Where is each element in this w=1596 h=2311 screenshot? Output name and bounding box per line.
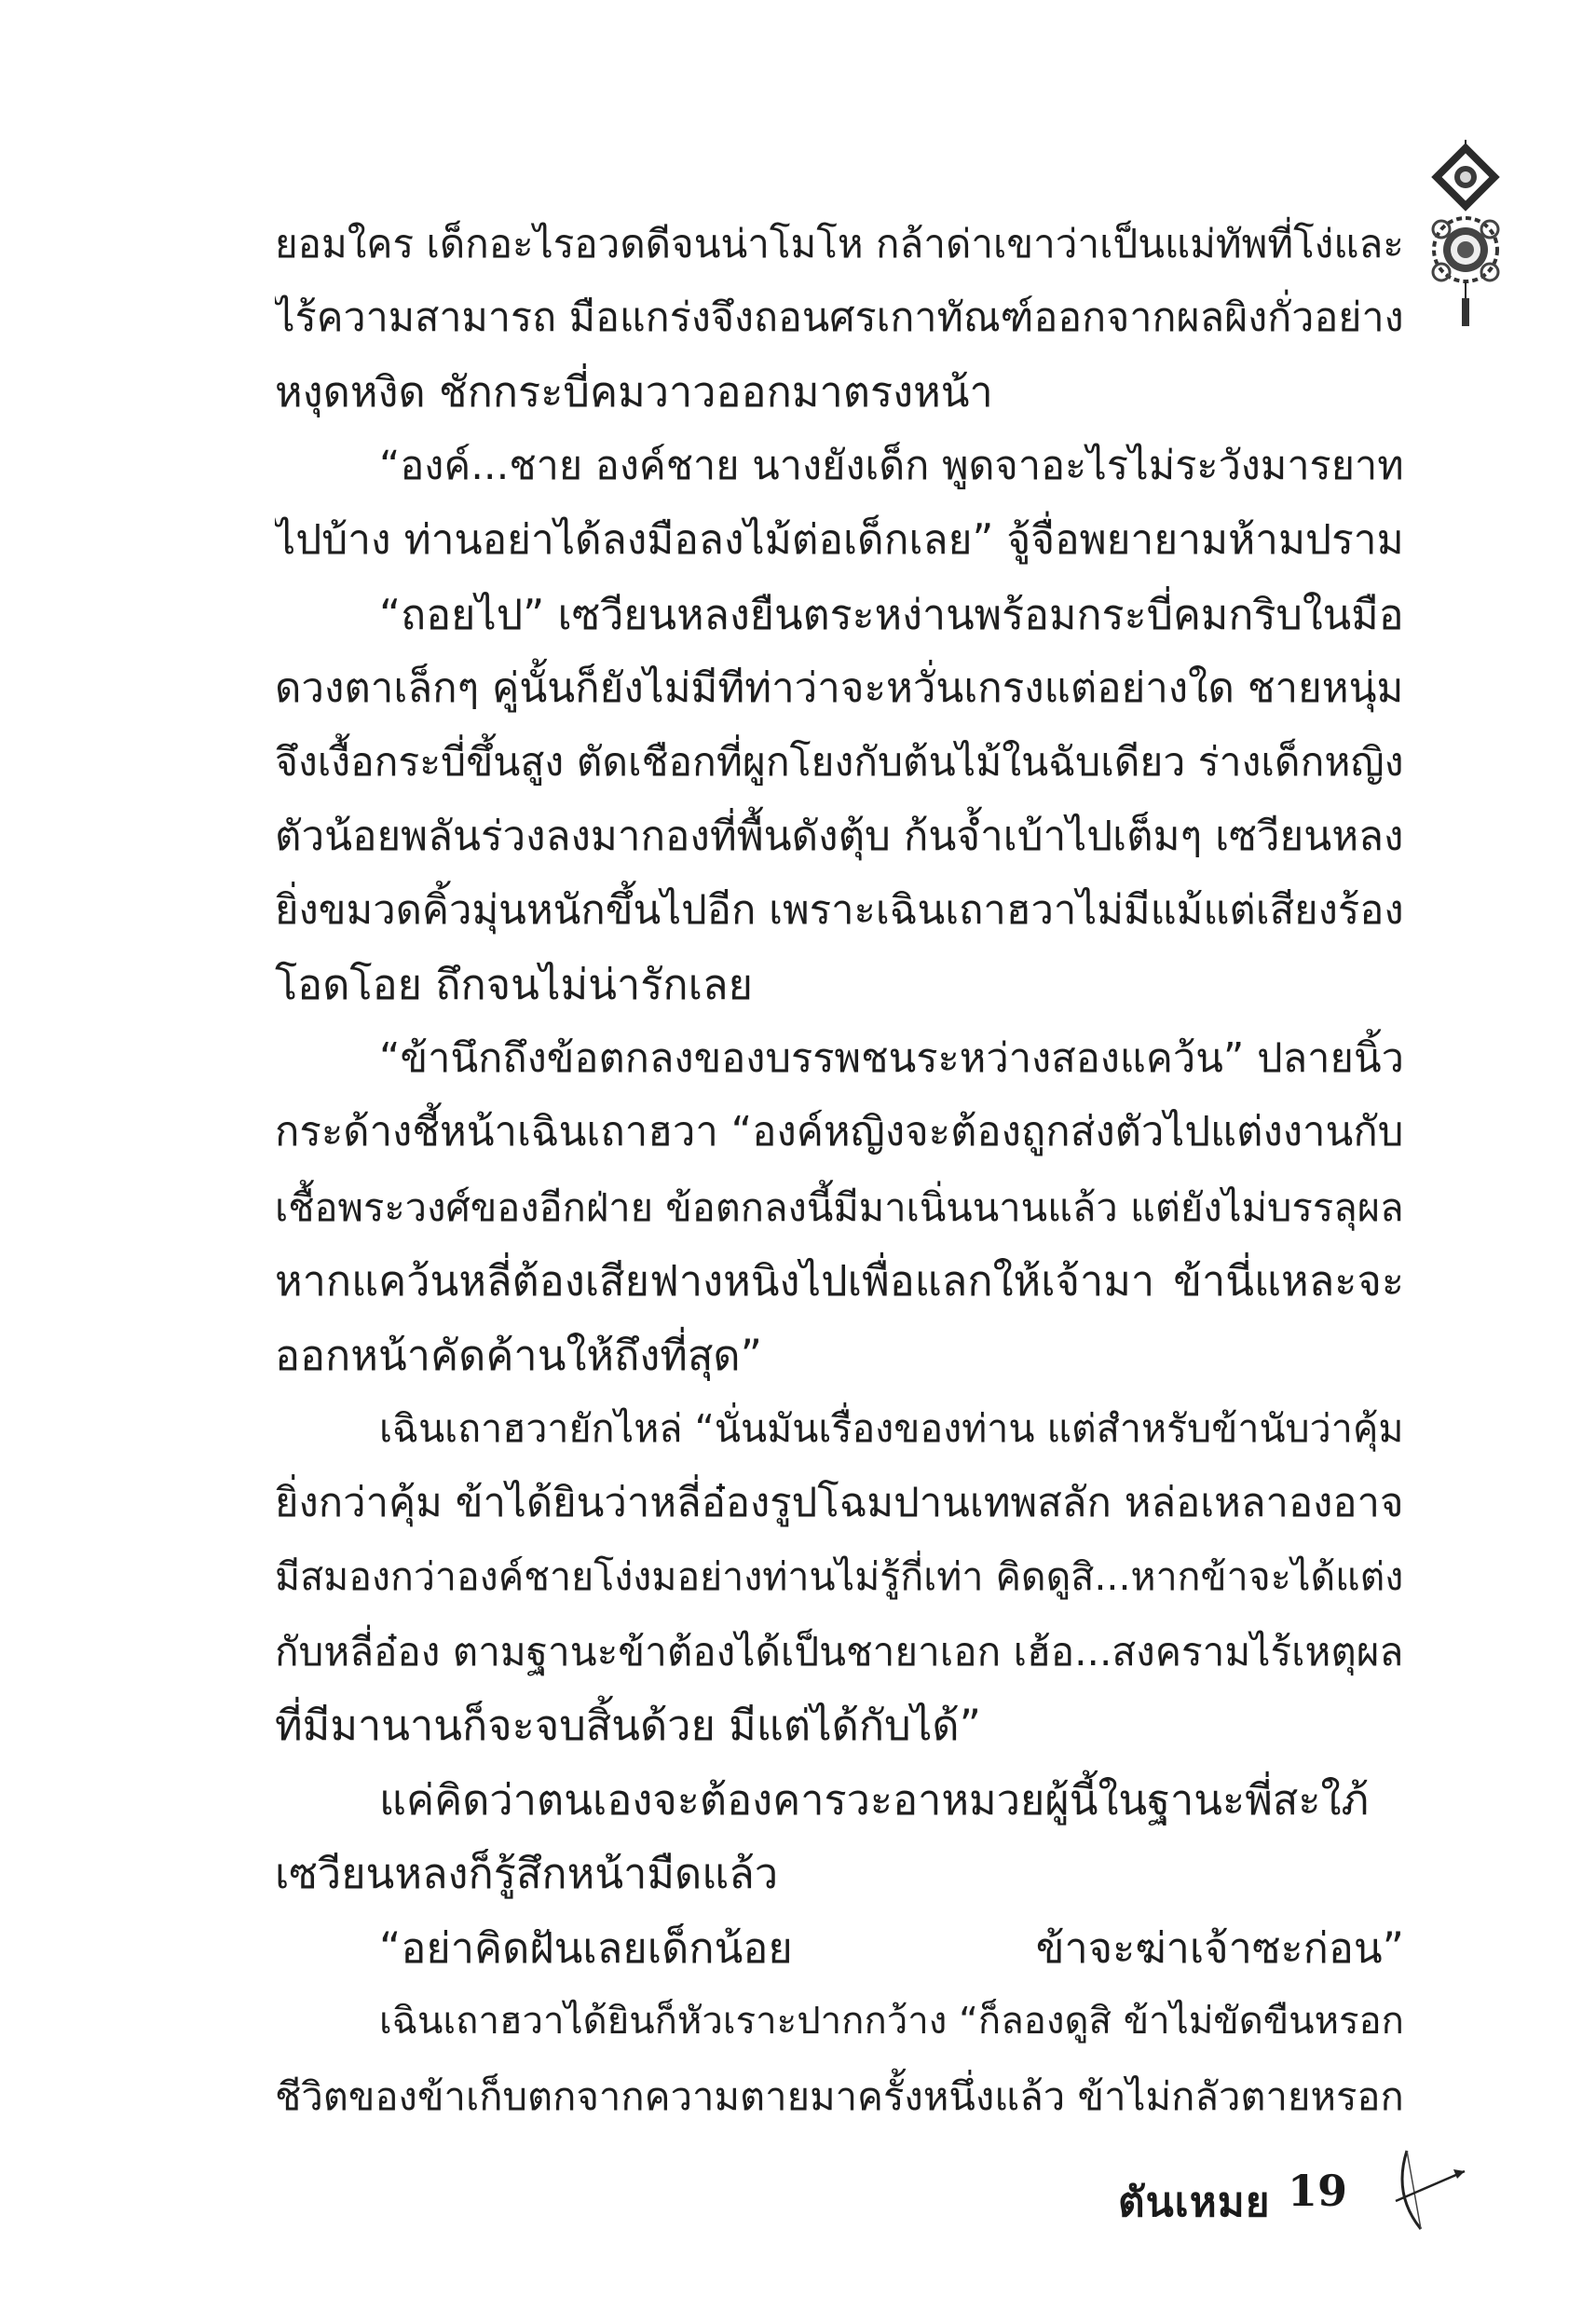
text-line: “ข้านึกถึงข้อตกลงของบรรพชนระหว่างสองแคว้น” ปลายนิ้ว xyxy=(379,1034,1404,1082)
text-line: โอดโอย ถึกจนไม่น่ารักเลย xyxy=(275,960,753,1009)
text-line: กับหลี่อ๋อง ตามฐานะข้าต้องได้เป็นชายาเอก เฮ้อ...สงครามไร้เหตุผล xyxy=(275,1628,1404,1675)
text-line: จึงเงื้อกระบี่ขึ้นสูง ตัดเชือกที่ผูกโยงกับต้นไม้ในฉับเดียว ร่างเด็กหญิง xyxy=(275,738,1404,786)
text-line: ออกหน้าคัดค้านให้ถึงที่สุด” xyxy=(275,1330,762,1380)
text-line: ยิ่งขมวดคิ้วมุ่นหนักขึ้นไปอีก เพราะเฉินเถาฮวาไม่มีแม้แต่เสียงร้อง xyxy=(275,886,1404,934)
text-line: ตัวน้อยพลันร่วงลงมากองที่พื้นดังตุ้บ ก้นจ้ำเบ้าไปเต็มๆ เซวียนหลง xyxy=(275,813,1404,860)
text-line: ดวงตาเล็กๆ คู่นั้นก็ยังไม่มีทีท่าว่าจะหวั่นเกรงแต่อย่างใด ชายหนุ่ม xyxy=(275,664,1404,712)
text-line: ยิ่งกว่าคุ้ม ข้าได้ยินว่าหลี่อ๋องรูปโฉมปานเทพสลัก หล่อเหลาองอาจ xyxy=(275,1479,1404,1526)
bow-and-arrow-icon xyxy=(1388,2143,1472,2236)
text-line: เฉินเถาฮวายักไหล่ “นั่นมันเรื่องของท่าน แต่สำหรับข้านับว่าคุ้ม xyxy=(379,1406,1404,1451)
book-title: ตันเหมย xyxy=(1118,2179,1271,2226)
page-footer xyxy=(1118,2134,1491,2246)
text-line: “องค์...ชาย องค์ชาย นางยังเด็ก พูดจาอะไรไม่ระวังมารยาท xyxy=(379,442,1404,489)
text-line: มีสมองกว่าองค์ชายโง่งมอย่างท่านไม่รู้กี่เท่า คิดดูสิ...หากข้าจะได้แต่ง xyxy=(275,1554,1404,1599)
text-line: เซวียนหลงก็รู้สึกหน้ามืดแล้ว xyxy=(275,1849,779,1898)
text-line: หากแคว้นหลี่ต้องเสียฟางหนิงไปเพื่อแลกให้เจ้ามา ข้านี่แหละจะ xyxy=(275,1256,1404,1306)
publisher-emblem-icon xyxy=(1421,140,1510,335)
text-line: ไร้ความสามารถ มือแกร่งจึงถอนศรเกาทัณฑ์ออกจากผลผิงกั่วอย่าง xyxy=(275,294,1404,341)
page-body-text xyxy=(275,207,1404,2133)
text-line: “ถอยไป” เซวียนหลงยืนตระหง่านพร้อมกระบี่คมกริบในมือ xyxy=(379,589,1404,639)
text-line: “อย่าคิดฝันเลยเด็กน้อย ข้าจะฆ่าเจ้าซะก่อน” xyxy=(379,1922,1404,1973)
text-line: กระด้างชี้หน้าเฉินเถาฮวา “องค์หญิงจะต้องถูกส่งตัวไปแต่งงานกับ xyxy=(275,1109,1404,1156)
text-line: ไปบ้าง ท่านอย่าได้ลงมือลงไม้ต่อเด็กเลย” จู้จื่อพยายามห้ามปราม xyxy=(275,516,1404,564)
text-line: เฉินเถาฮวาได้ยินก็หัวเราะปากกว้าง “ก็ลองดูสิ ข้าไม่ขัดขืนหรอก xyxy=(379,2000,1404,2043)
text-line: เชื้อพระวงศ์ของอีกฝ่าย ข้อตกลงนี้มีมาเนิ่นนานแล้ว แต่ยังไม่บรรลุผล xyxy=(275,1183,1404,1230)
text-line: แค่คิดว่าตนเองจะต้องคารวะอาหมวยผู้นี้ในฐานะพี่สะใภ้ xyxy=(379,1774,1370,1825)
text-line: หงุดหงิด ชักกระบี่คมวาวออกมาตรงหน้า xyxy=(275,367,993,417)
page-number: 19 xyxy=(1288,2166,1348,2216)
text-line: ยอมใคร เด็กอะไรอวดดีจนน่าโมโห กล้าด่าเขาว่าเป็นแม่ทัพที่โง่และ xyxy=(275,221,1404,267)
text-line: ที่มีมานานก็จะจบสิ้นด้วย มีแต่ได้กับได้” xyxy=(275,1701,981,1750)
text-line: ชีวิตของข้าเก็บตกจากความตายมาครั้งหนึ่งแล้ว ข้าไม่กลัวตายหรอก xyxy=(275,2072,1404,2119)
